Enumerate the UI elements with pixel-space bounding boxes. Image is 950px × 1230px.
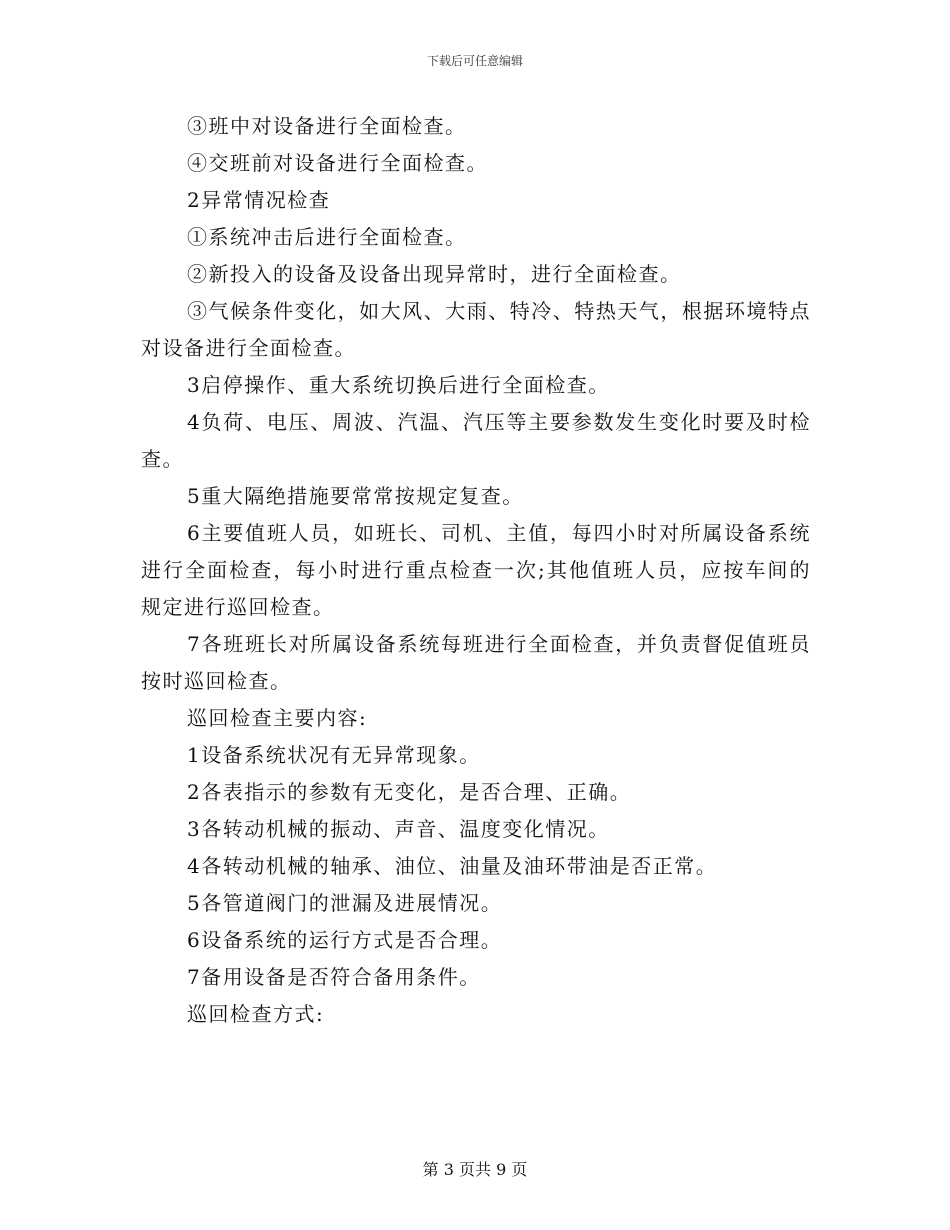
paragraph: 2异常情况检查 [187,188,331,212]
paragraph: 3启停操作、重大系统切换后进行全面检查。 [187,373,610,397]
paragraph: ④交班前对设备进行全面检查。 [187,151,488,175]
paragraph: 7备用设备是否符合备用条件。 [187,965,481,989]
paragraph: 3各转动机械的振动、声音、温度变化情况。 [187,817,610,841]
page-header: 下载后可任意编辑 [426,54,523,68]
paragraph: 5重大隔绝措施要常常按规定复查。 [187,484,524,508]
section-heading: 巡回检查主要内容: [187,706,368,730]
paragraph: 1设备系统状况有无异常现象。 [187,743,481,767]
paragraph: ②新投入的设备及设备出现异常时，进行全面检查。 [187,262,682,286]
section-heading: 巡回检查方式: [187,1002,325,1026]
paragraph: 6设备系统的运行方式是否合理。 [187,928,503,952]
paragraph: ③气候条件变化，如大风、大雨、特冷、特热天气，根据环境特点对设备进行全面检查。 [141,299,811,360]
paragraph: 5各管道阀门的泄漏及进展情况。 [187,891,503,915]
paragraph: 4各转动机械的轴承、油位、油量及油环带油是否正常。 [187,854,718,878]
document-body [141,108,811,1033]
paragraph: 6主要值班人员，如班长、司机、主值，每四小时对所属设备系统进行全面检查，每小时进行重点检查一次;其他值班人员，应按车间的规定进行巡回检查。 [141,521,811,619]
paragraph: 7各班班长对所属设备系统每班进行全面检查，并负责督促值班员按时巡回检查。 [141,632,811,693]
paragraph: 2各表指示的参数有无变化，是否合理、正确。 [187,780,632,804]
paragraph: ①系统冲击后进行全面检查。 [187,225,467,249]
paragraph: 4负荷、电压、周波、汽温、汽压等主要参数发生变化时要及时检查。 [141,410,811,471]
page-number: 第 3 页共 9 页 [422,1160,528,1179]
paragraph: ③班中对设备进行全面检查。 [187,114,467,138]
